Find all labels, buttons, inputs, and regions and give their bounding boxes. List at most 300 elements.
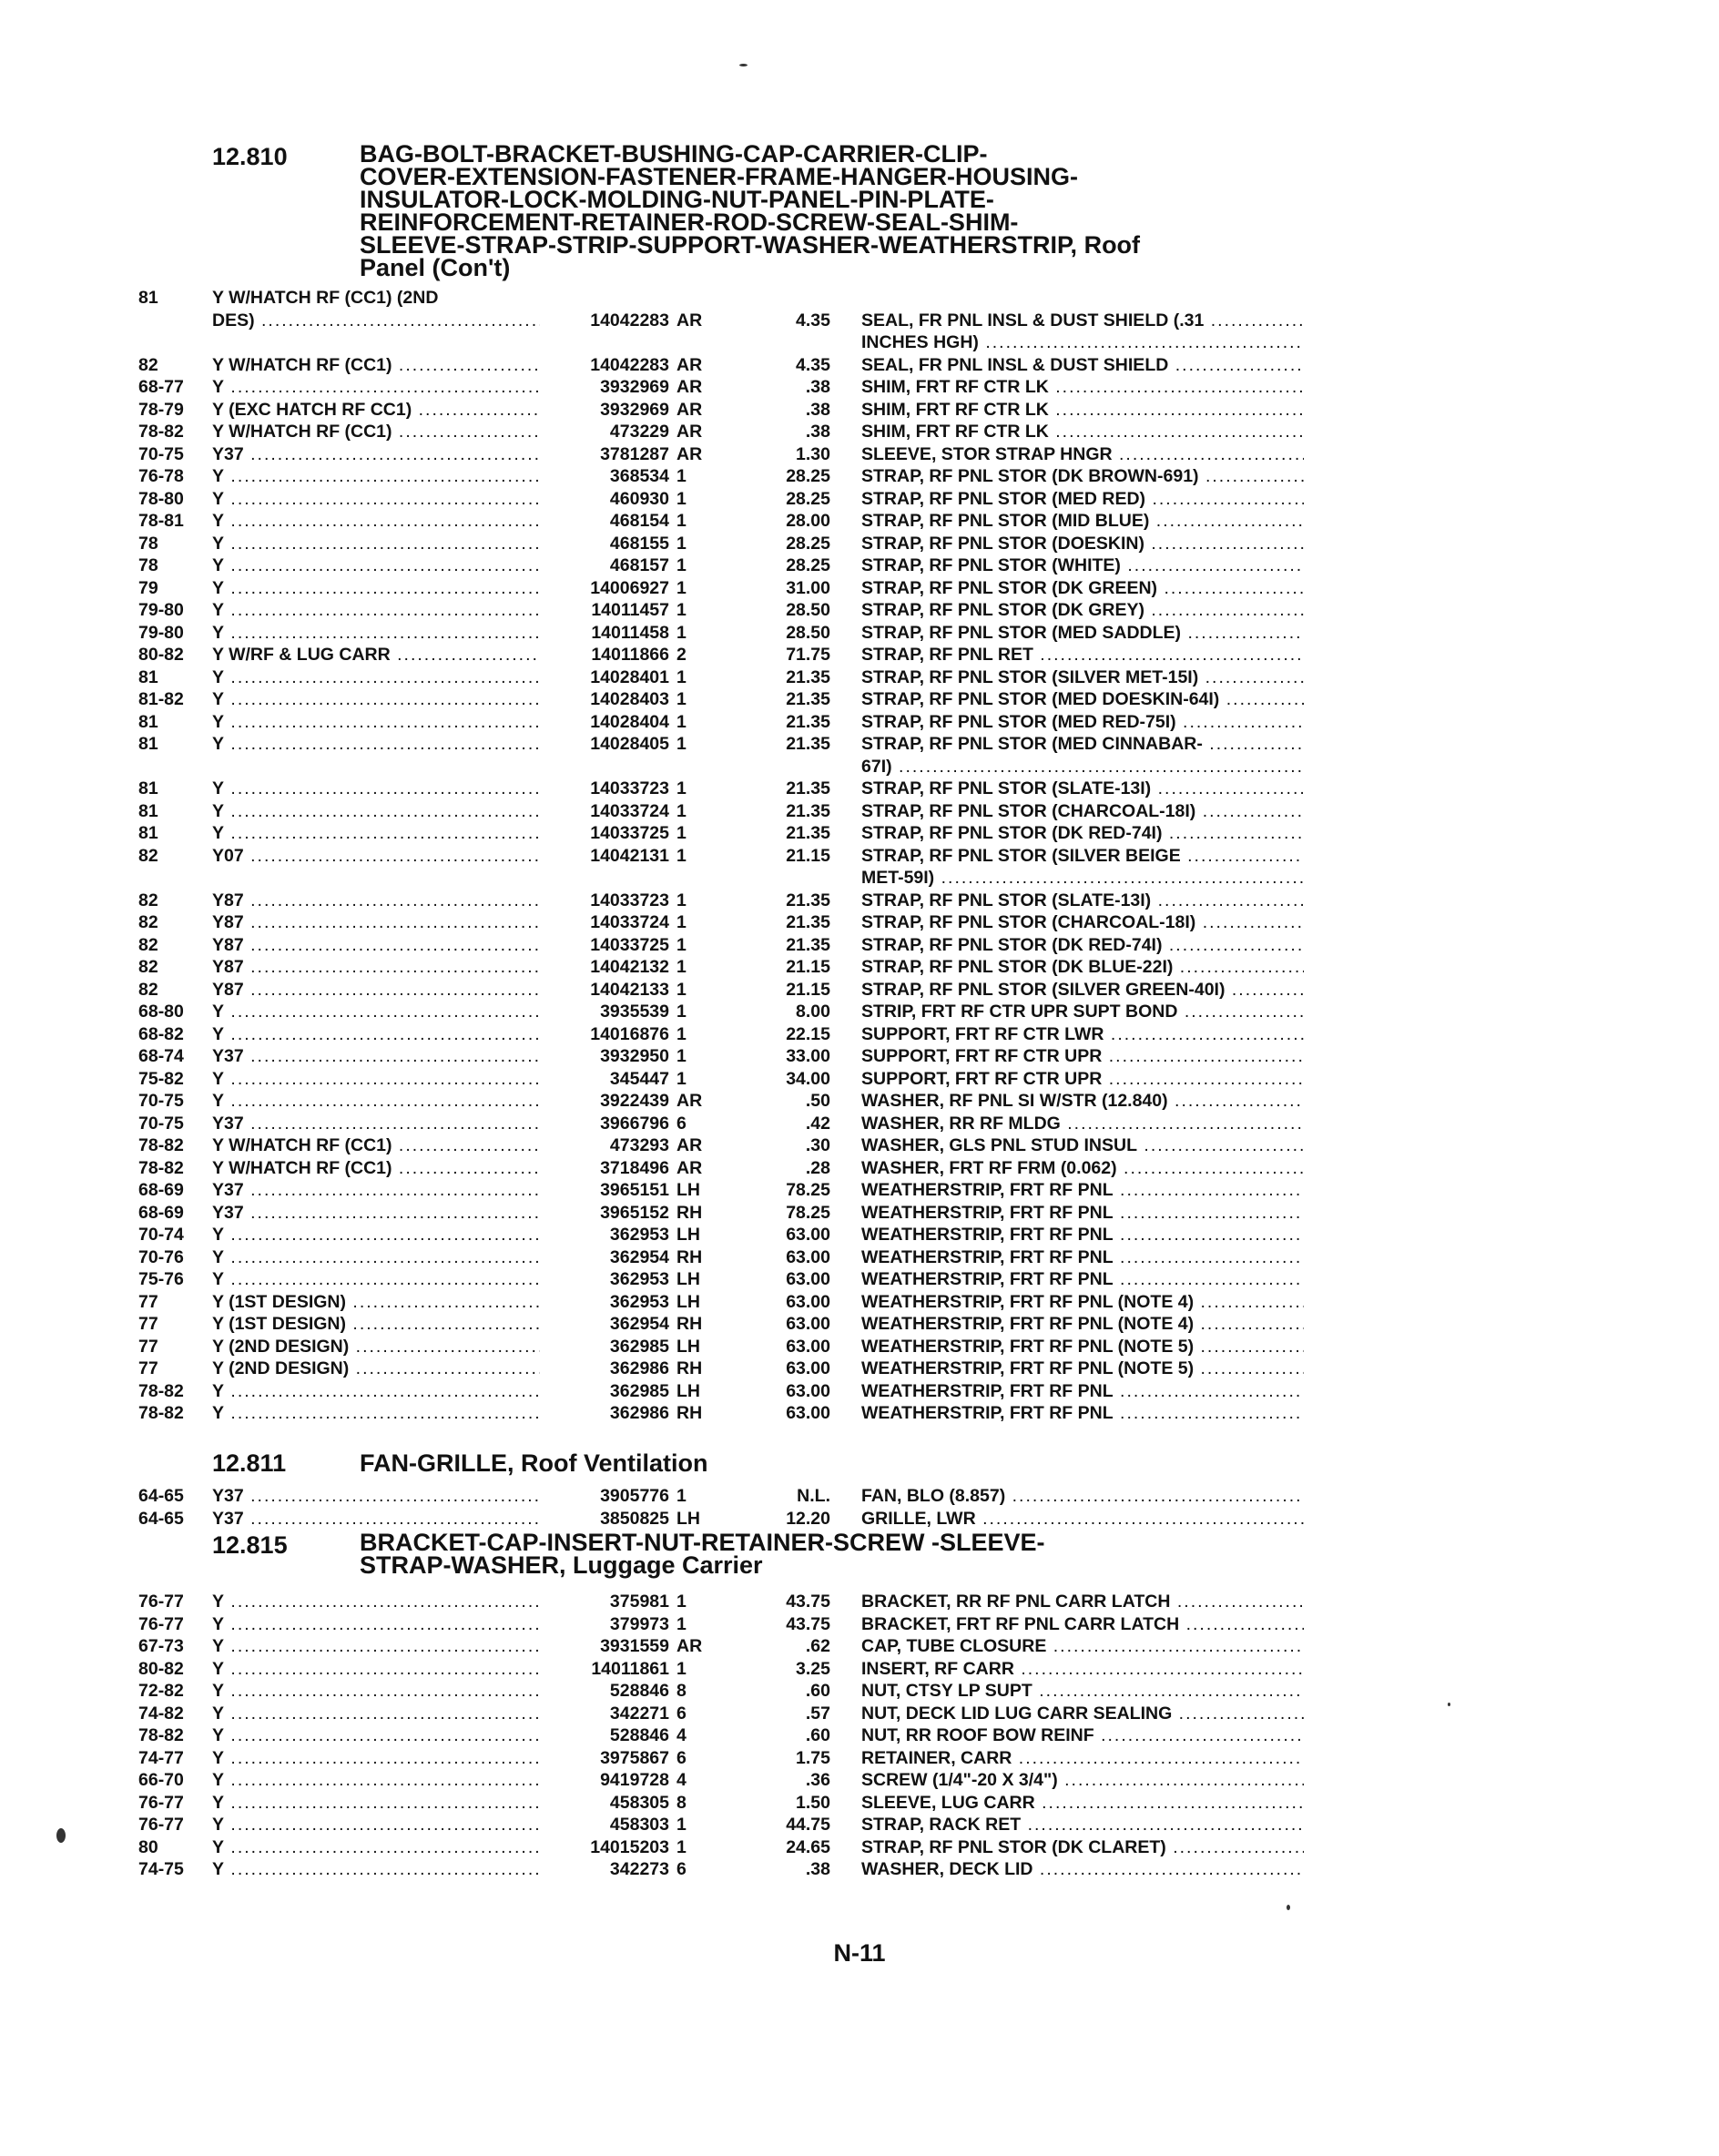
row-years: 75-82 [138,1068,184,1089]
row-model: Y W/RF & LUG CARR ..... [212,645,540,666]
row-part-number: 14028403 [590,689,669,709]
row-model: Y ..... [212,1592,540,1612]
table-row [0,757,1719,779]
row-part-number: 14028401 [590,666,669,687]
row-price: .38 [805,422,830,442]
row-price: 3.25 [796,1658,830,1679]
table-row [0,1180,1719,1203]
table-row [0,1292,1719,1315]
row-years: 77 [138,1358,158,1378]
row-model: Y ..... [212,778,540,799]
row-quantity: RH [676,1403,703,1423]
row-years: 74-77 [138,1747,184,1768]
section-title [360,1449,1416,1478]
row-model: Y ..... [212,1614,540,1635]
row-description: SUPPORT, FRT RF CTR UPR ..... [861,1046,1304,1067]
row-part-number: 468155 [609,533,669,554]
row-price: 8.00 [796,1002,830,1022]
row-price: .42 [805,1113,830,1134]
row-quantity: 1 [676,511,687,531]
row-description: SLEEVE, LUG CARR ..... [861,1793,1304,1814]
row-years: 76-77 [138,1592,184,1612]
row-part-number: 3975867 [600,1747,669,1768]
row-part-number: 460930 [609,488,669,509]
row-part-number: 14033723 [590,778,669,798]
table-row [0,534,1719,556]
row-years: 68-82 [138,1023,184,1044]
row-quantity: 8 [676,1681,687,1701]
row-years: 79-80 [138,622,184,643]
table-row [0,377,1719,400]
row-part-number: 368534 [609,466,669,486]
row-description: STRAP, RF PNL STOR (MED CINNABAR- ..... [861,734,1304,755]
row-model: Y (2ND DESIGN) ..... [212,1337,540,1358]
parts-table-12-811 [0,1486,1719,1531]
table-row [0,422,1719,444]
table-row [0,1046,1719,1069]
row-price: 21.35 [786,734,830,754]
row-model: Y (1ST DESIGN) ..... [212,1292,540,1313]
row-description: SUPPORT, FRT RF CTR LWR ..... [861,1024,1304,1045]
row-part-number: 14015203 [590,1836,669,1857]
table-row [0,1091,1719,1114]
table-row [0,868,1719,890]
row-price: N.L. [797,1486,830,1506]
table-row [0,667,1719,690]
row-price: .38 [805,1859,830,1879]
row-part-number: 362986 [609,1358,669,1378]
row-model: Y ..... [212,689,540,710]
table-row [0,1381,1719,1404]
row-description: SHIM, FRT RF CTR LK ..... [861,400,1304,421]
row-price: .30 [805,1135,830,1155]
row-price: 4.35 [796,310,830,331]
row-description: SCREW (1/4"-20 X 3/4") ..... [861,1770,1304,1791]
row-model: Y ..... [212,555,540,576]
row-quantity: 1 [676,979,687,1000]
row-part-number: 3905776 [600,1486,669,1506]
row-quantity: AR [676,1636,703,1656]
row-description: WEATHERSTRIP, FRT RF PNL ..... [861,1247,1304,1268]
row-years: 78-82 [138,1157,184,1178]
row-model: Y ..... [212,1247,540,1268]
row-part-number: 528846 [609,1681,669,1701]
row-description: STRAP, RF PNL STOR (WHITE) ..... [861,555,1304,576]
row-quantity: 1 [676,1836,687,1857]
row-years: 81 [138,666,158,687]
row-price: 28.25 [786,466,830,486]
row-price: 1.30 [796,443,830,464]
row-years: 78 [138,533,158,554]
scan-speck [739,64,748,66]
row-part-number: 14028404 [590,711,669,732]
table-row [0,1403,1719,1426]
scan-speck [56,1828,66,1843]
row-description: CAP, TUBE CLOSURE ..... [861,1636,1304,1657]
table-row [0,645,1719,667]
row-price: 1.50 [796,1792,830,1813]
row-model: Y87 ..... [212,957,540,978]
table-row [0,1203,1719,1225]
table-row [0,555,1719,578]
table-row [0,310,1719,333]
row-years: 81 [138,778,158,798]
row-quantity: 1 [676,466,687,486]
row-years: 80-82 [138,645,184,665]
row-description: WEATHERSTRIP, FRT RF PNL (NOTE 4) ..... [861,1292,1304,1313]
row-part-number: 14042283 [590,310,669,331]
row-description: NUT, DECK LID LUG CARR SEALING ..... [861,1703,1304,1724]
table-row [0,1509,1719,1531]
row-part-number: 3718496 [600,1157,669,1178]
row-part-number: 3965152 [600,1202,669,1223]
section-title-line: FAN-GRILLE, Roof Ventilation [360,1449,708,1477]
row-quantity: 6 [676,1113,687,1134]
row-description: STRAP, RF PNL RET ..... [861,645,1304,666]
row-years: 77 [138,1336,158,1357]
row-years: 78-82 [138,1725,184,1745]
row-model: Y ..... [212,511,540,532]
section-title-line: BRACKET-CAP-INSERT-NUT-RETAINER-SCREW -SLEEVE- [360,1529,1045,1556]
row-model: Y ..... [212,377,540,398]
row-years: 70-76 [138,1246,184,1267]
table-row [0,332,1719,355]
row-description: WEATHERSTRIP, FRT RF PNL ..... [861,1269,1304,1290]
row-years: 81 [138,288,158,308]
row-years: 78-82 [138,1380,184,1401]
row-quantity: LH [676,1336,700,1357]
row-model: Y37 ..... [212,1180,540,1201]
table-row [0,1592,1719,1614]
row-part-number: 342273 [609,1859,669,1879]
row-model: Y ..... [212,1225,540,1246]
row-quantity: RH [676,1246,703,1267]
row-description: WASHER, DECK LID ..... [861,1859,1304,1880]
row-quantity: 1 [676,934,687,955]
row-price: 43.75 [786,1592,830,1612]
row-part-number: 3932969 [600,377,669,397]
row-years: 75-76 [138,1269,184,1289]
row-part-number: 14042133 [590,979,669,1000]
row-price: 33.00 [786,1046,830,1066]
row-description: WEATHERSTRIP, FRT RF PNL (NOTE 4) ..... [861,1314,1304,1335]
row-model: Y ..... [212,1837,540,1858]
row-price: 28.50 [786,622,830,643]
row-model: Y ..... [212,1024,540,1045]
row-years: 81 [138,823,158,843]
row-price: 28.25 [786,488,830,509]
table-row [0,1793,1719,1815]
row-model: Y ..... [212,1269,540,1290]
table-row [0,1748,1719,1771]
section-title-line: Panel (Con't) [360,254,511,281]
row-model: Y W/HATCH RF (CC1) ..... [212,1135,540,1156]
row-description: STRAP, RF PNL STOR (DK RED-74I) ..... [861,823,1304,844]
row-price: .60 [805,1725,830,1745]
row-years: 76-78 [138,466,184,486]
row-description: STRAP, RF PNL STOR (DK CLARET) ..... [861,1837,1304,1858]
section-title-line: SLEEVE-STRAP-STRIP-SUPPORT-WASHER-WEATHERSTRIP, Roof [360,231,1141,259]
row-model: Y87 ..... [212,912,540,933]
row-model: Y W/HATCH RF (CC1) ..... [212,355,540,376]
row-price: 63.00 [786,1403,830,1423]
row-part-number: 3932950 [600,1046,669,1066]
row-model: Y ..... [212,600,540,621]
row-part-number: 14042283 [590,354,669,375]
table-row [0,511,1719,534]
row-model: Y (1ST DESIGN) ..... [212,1314,540,1335]
row-model: Y W/HATCH RF (CC1) ..... [212,1158,540,1179]
row-description: WEATHERSTRIP, FRT RF PNL ..... [861,1180,1304,1201]
row-quantity: LH [676,1180,700,1200]
section-title [360,140,1416,281]
section-header-12-811 [212,1449,1416,1478]
row-years: 78-82 [138,422,184,442]
row-quantity: AR [676,377,703,397]
row-part-number: 14011861 [591,1658,669,1679]
row-part-number: 458305 [609,1792,669,1813]
row-years: 78-81 [138,511,184,531]
row-description: WASHER, RR RF MLDG ..... [861,1114,1304,1134]
row-quantity: 1 [676,622,687,643]
row-quantity: 6 [676,1859,687,1879]
row-years: 79 [138,577,158,598]
section-title-line: REINFORCEMENT-RETAINER-ROD-SCREW-SEAL-SHIM- [360,208,1019,236]
row-price: 12.20 [786,1508,830,1529]
row-part-number: 3781287 [600,443,669,464]
row-model: Y ..... [212,1703,540,1724]
row-model: Y ..... [212,823,540,844]
row-quantity: 1 [676,689,687,709]
row-quantity: 1 [676,1486,687,1506]
table-row [0,980,1719,1002]
row-description: INCHES HGH) ..... [861,332,1304,353]
row-part-number: 362953 [609,1291,669,1312]
row-part-number: 342271 [609,1703,669,1724]
parts-table-12-810 [0,288,1719,1426]
row-part-number: 375981 [609,1592,669,1612]
table-row [0,1725,1719,1748]
row-price: 21.35 [786,823,830,843]
row-quantity: AR [676,443,703,464]
row-quantity: 1 [676,488,687,509]
row-description: BRACKET, RR RF PNL CARR LATCH ..... [861,1592,1304,1612]
row-quantity: 1 [676,1023,687,1044]
row-model: Y (2ND DESIGN) ..... [212,1358,540,1379]
row-price: .36 [805,1770,830,1790]
row-price: 21.15 [786,957,830,977]
row-years: 76-77 [138,1613,184,1634]
row-quantity: 1 [676,845,687,866]
row-description: 67I) ..... [861,757,1304,778]
row-model: Y37 ..... [212,1203,540,1224]
row-quantity: AR [676,422,703,442]
row-price: 4.35 [796,354,830,375]
row-years: 78-82 [138,1403,184,1423]
row-model: Y ..... [212,1659,540,1680]
row-price: 21.15 [786,979,830,1000]
row-part-number: 14011866 [591,645,669,665]
row-price: 21.35 [786,711,830,732]
row-price: 63.00 [786,1358,830,1378]
row-model: Y ..... [212,489,540,510]
row-model: Y ..... [212,667,540,688]
row-description: GRILLE, LWR ..... [861,1509,1304,1530]
row-description: SUPPORT, FRT RF CTR UPR ..... [861,1069,1304,1090]
row-description: SEAL, FR PNL INSL & DUST SHIELD ..... [861,355,1304,376]
row-part-number: 362954 [609,1246,669,1267]
row-years: 68-74 [138,1046,184,1066]
row-years: 82 [138,957,158,977]
row-model: Y ..... [212,1091,540,1112]
row-quantity: 1 [676,890,687,910]
row-part-number: 362953 [609,1269,669,1289]
section-title-line: INSULATOR-LOCK-MOLDING-NUT-PANEL-PIN-PLATE- [360,186,994,213]
table-row [0,712,1719,735]
table-row [0,1681,1719,1703]
row-quantity: 1 [676,734,687,754]
row-quantity: 1 [676,1815,687,1835]
row-price: 43.75 [786,1613,830,1634]
scan-speck [1448,1703,1450,1706]
table-row [0,1158,1719,1181]
row-years: 68-77 [138,377,184,397]
table-row [0,935,1719,958]
row-description: STRAP, RF PNL STOR (SILVER BEIGE ..... [861,846,1304,867]
row-years: 76-77 [138,1792,184,1813]
row-part-number: 345447 [609,1068,669,1089]
row-price: 63.00 [786,1246,830,1267]
row-years: 82 [138,845,158,866]
row-quantity: 2 [676,645,687,665]
row-quantity: 1 [676,1002,687,1022]
row-model: Y37 ..... [212,1486,540,1507]
row-years: 81 [138,734,158,754]
row-description: WEATHERSTRIP, FRT RF PNL ..... [861,1403,1304,1424]
row-part-number: 3932969 [600,399,669,420]
table-row [0,846,1719,869]
table-row [0,801,1719,824]
table-row [0,600,1719,623]
table-row [0,1703,1719,1726]
row-years: 77 [138,1291,158,1312]
row-model: Y ..... [212,534,540,554]
row-description: WEATHERSTRIP, FRT RF PNL (NOTE 5) ..... [861,1337,1304,1358]
row-part-number: 14033724 [590,800,669,821]
row-quantity: 1 [676,711,687,732]
row-years: 81 [138,800,158,821]
row-years: 68-69 [138,1180,184,1200]
row-model: Y ..... [212,1793,540,1814]
row-description: STRAP, RF PNL STOR (DOESKIN) ..... [861,534,1304,554]
row-price: 78.25 [786,1180,830,1200]
row-model: Y ..... [212,623,540,644]
row-model: Y ..... [212,1069,540,1090]
row-model: DES) ..... [212,310,540,331]
row-price: .57 [805,1703,830,1724]
scan-speck [1287,1905,1290,1910]
row-description: RETAINER, CARR ..... [861,1748,1304,1769]
row-quantity: RH [676,1314,703,1334]
row-price: 63.00 [786,1336,830,1357]
row-part-number: 14011457 [591,600,669,620]
row-price: 22.15 [786,1023,830,1044]
row-years: 70-74 [138,1225,184,1245]
row-part-number: 473293 [609,1135,669,1155]
row-years: 68-80 [138,1002,184,1022]
row-description: WEATHERSTRIP, FRT RF PNL (NOTE 5) ..... [861,1358,1304,1379]
row-part-number: 379973 [609,1613,669,1634]
row-years: 64-65 [138,1486,184,1506]
row-price: 21.35 [786,778,830,798]
row-part-number: 468154 [609,511,669,531]
row-quantity: 1 [676,1592,687,1612]
row-years: 82 [138,934,158,955]
row-quantity: 1 [676,912,687,932]
row-quantity: 1 [676,778,687,798]
table-row [0,1247,1719,1270]
row-price: .50 [805,1091,830,1111]
row-quantity: 4 [676,1770,687,1790]
row-quantity: 1 [676,1658,687,1679]
row-description: STRAP, RF PNL STOR (CHARCOAL-18I) ..... [861,912,1304,933]
row-description: WASHER, FRT RF FRM (0.062) ..... [861,1158,1304,1179]
row-years: 64-65 [138,1508,184,1529]
row-quantity: LH [676,1225,700,1245]
row-part-number: 14033725 [590,823,669,843]
table-row [0,778,1719,801]
table-row [0,1024,1719,1047]
row-price: 63.00 [786,1314,830,1334]
page-number: N-11 [833,1939,886,1967]
row-part-number: 14033724 [590,912,669,932]
table-row [0,1135,1719,1158]
row-price: 44.75 [786,1815,830,1835]
table-row [0,466,1719,489]
row-quantity: RH [676,1358,703,1378]
row-description: STRIP, FRT RF CTR UPR SUPT BOND ..... [861,1002,1304,1022]
row-description: INSERT, RF CARR ..... [861,1659,1304,1680]
row-model: Y37 ..... [212,444,540,465]
row-model: Y ..... [212,801,540,822]
row-part-number: 362953 [609,1225,669,1245]
row-part-number: 14033723 [590,890,669,910]
section-number: 12.810 [212,143,288,170]
row-model: Y ..... [212,1859,540,1880]
row-description: WEATHERSTRIP, FRT RF PNL ..... [861,1225,1304,1246]
row-model: Y W/HATCH RF (CC1) (2ND [212,288,439,308]
section-title-line: BAG-BOLT-BRACKET-BUSHING-CAP-CARRIER-CLIP- [360,140,988,168]
row-quantity: 1 [676,666,687,687]
row-price: 21.35 [786,689,830,709]
row-model: Y ..... [212,1681,540,1702]
row-quantity: LH [676,1291,700,1312]
table-row [0,957,1719,980]
table-row [0,1269,1719,1292]
row-price: 78.25 [786,1202,830,1223]
row-model: Y ..... [212,1770,540,1791]
row-price: .38 [805,399,830,420]
row-quantity: 1 [676,823,687,843]
row-description: SEAL, FR PNL INSL & DUST SHIELD (.31 ..... [861,310,1304,331]
row-years: 82 [138,912,158,932]
row-part-number: 528846 [609,1725,669,1745]
row-quantity: RH [676,1202,703,1223]
row-years: 72-82 [138,1681,184,1701]
row-quantity: 1 [676,957,687,977]
row-description: WEATHERSTRIP, FRT RF PNL ..... [861,1381,1304,1402]
row-price: 34.00 [786,1068,830,1089]
